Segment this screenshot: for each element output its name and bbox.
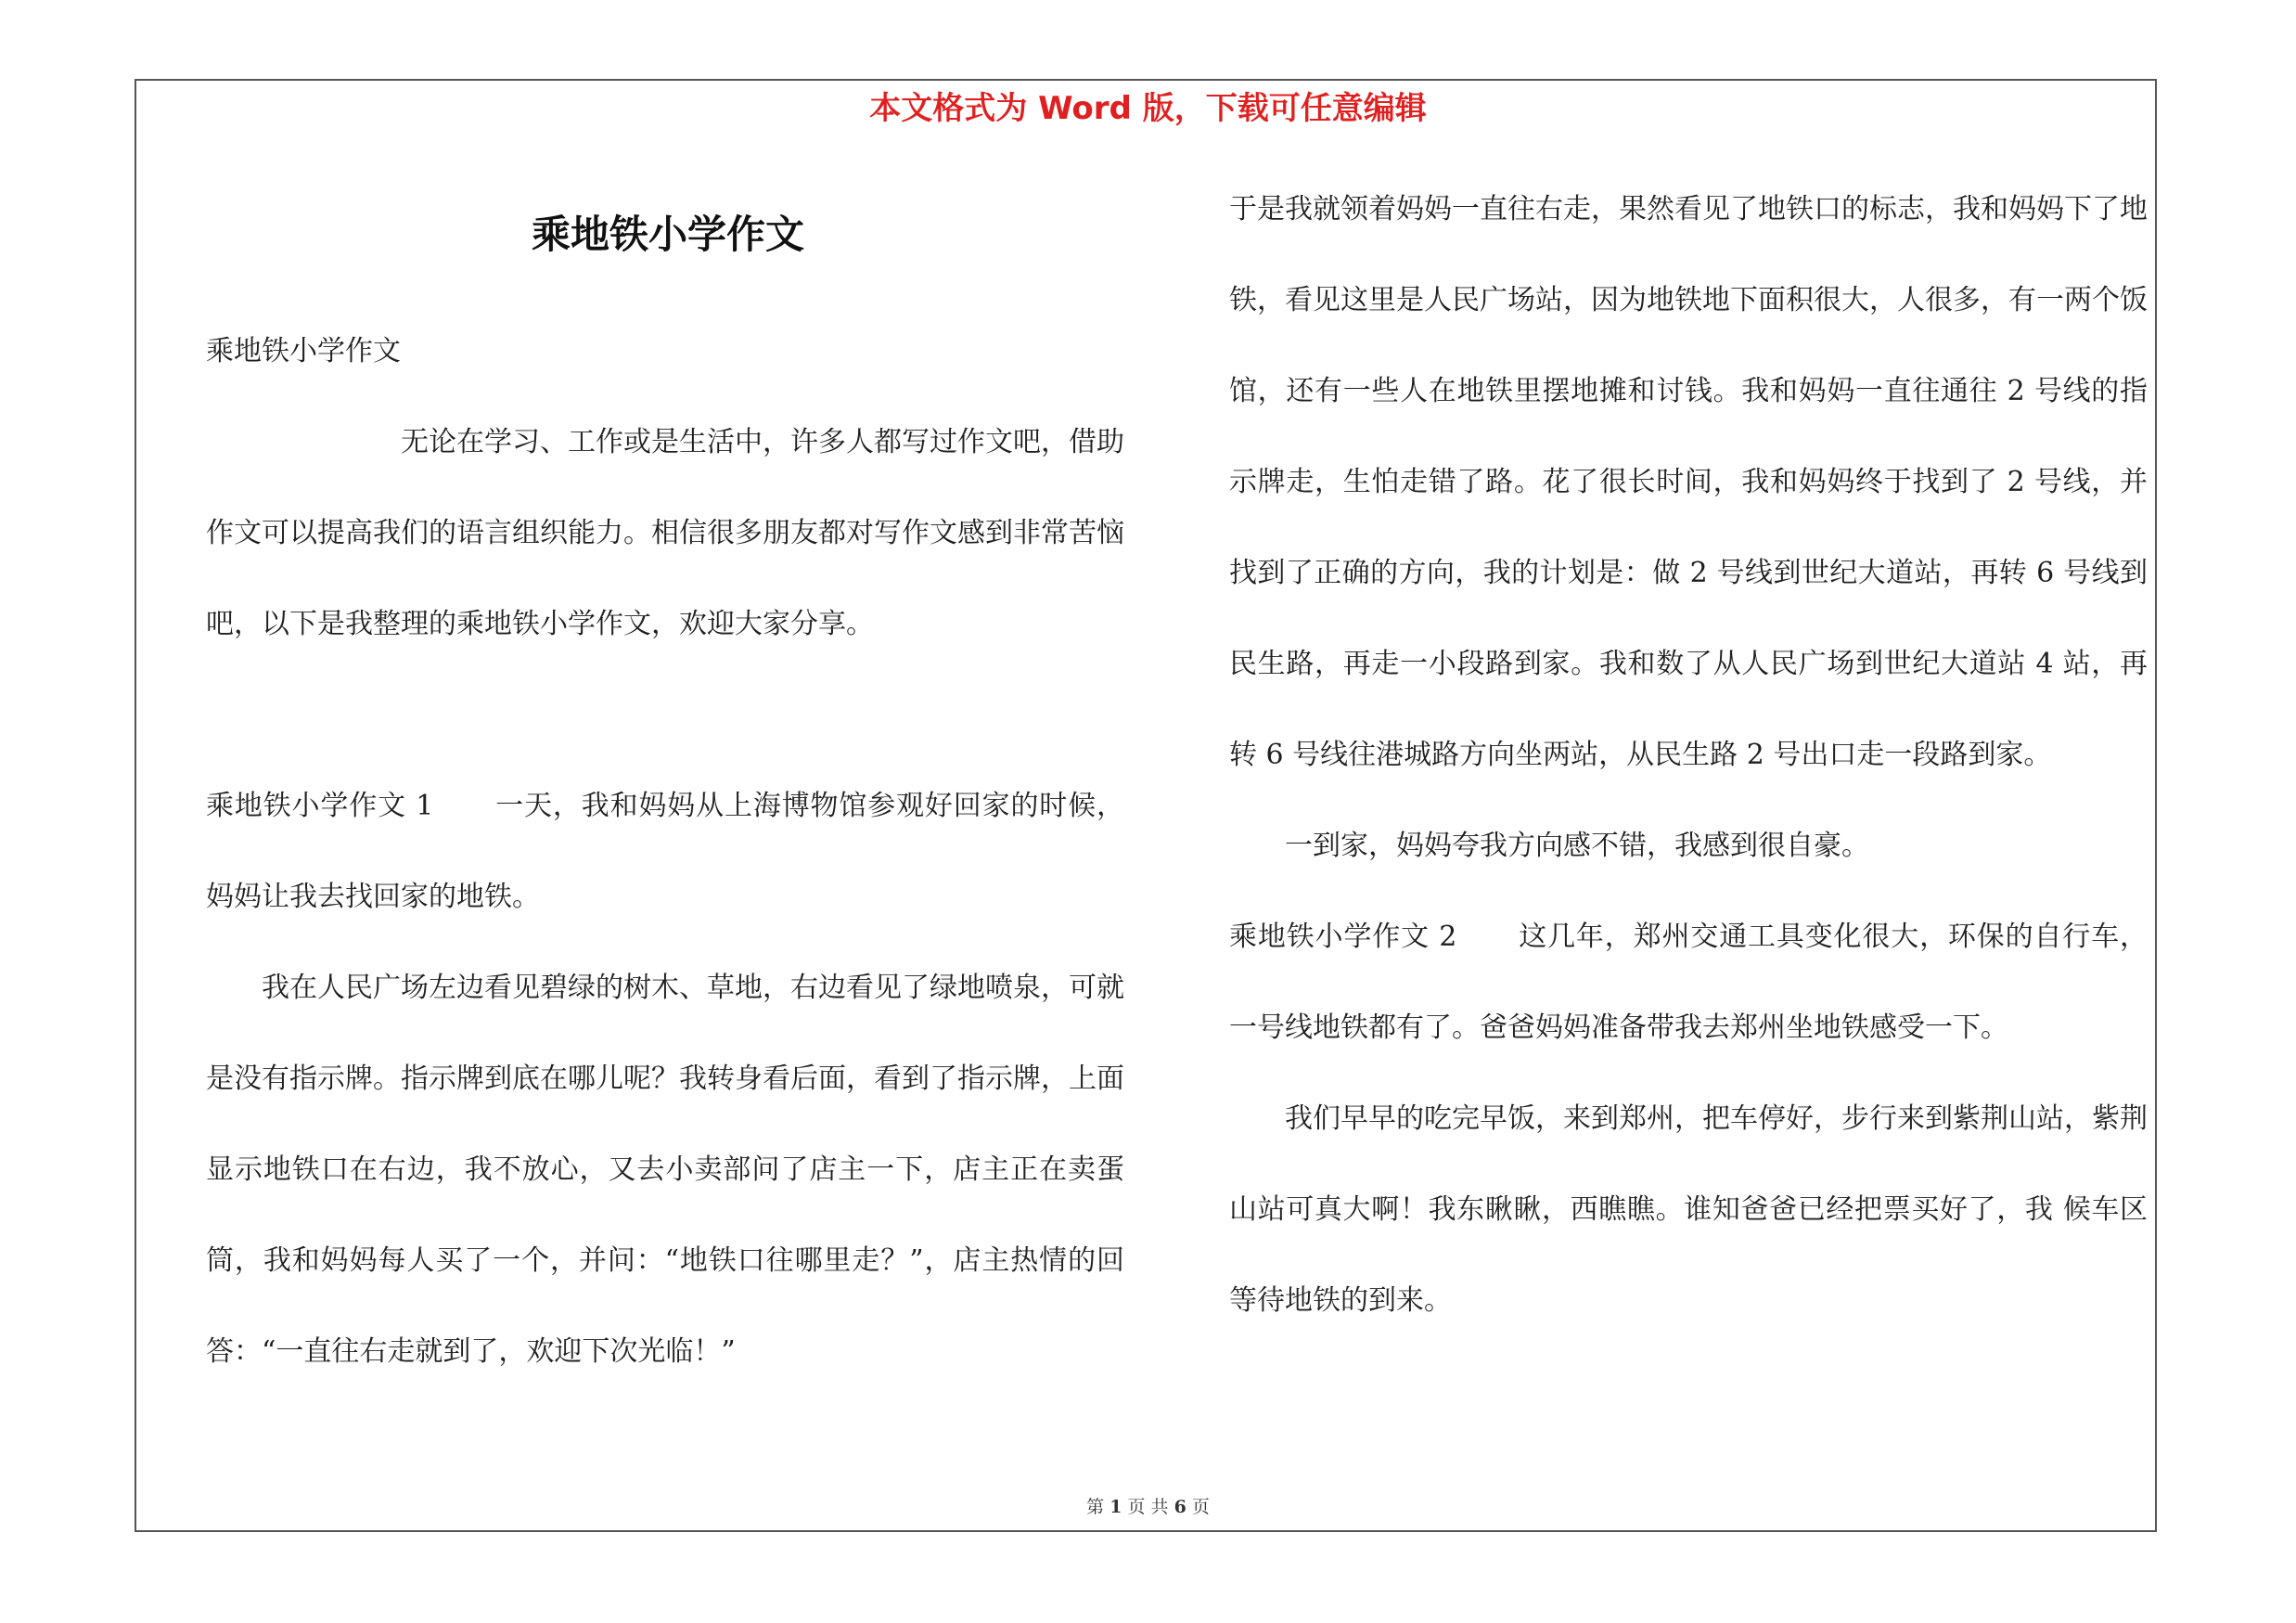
essay1-paragraph-4: 一到家，妈妈夸我方向感不错，我感到很自豪。 <box>1285 830 1869 862</box>
essay1-heading: 乘地铁小学作文 1 <box>206 790 434 822</box>
essay1-text-1: 一天，我和妈妈从上海博物馆参观好回家的时候，妈妈让我去找回家的地铁。 <box>206 790 1124 913</box>
essay2-heading: 乘地铁小学作文 2 <box>1229 921 1457 953</box>
footer-middle: 页 共 <box>1127 1497 1169 1517</box>
essay1-paragraph-3: 于是我就领着妈妈一直往右走，果然看见了地铁口的标志，我和妈妈下了地铁，看见这里是人民广场站，因为地铁地下面积很大，人很多，有一两个饭馆，还有一些人在地铁里摆地摊和讨钱。我和妈妈一直往通往 2 号线的指示牌走，生怕走错了路。花了很长时间，我和妈妈终于找到了 2 号线，并找到了正确的方向，我的计划是：做 2 号线到世纪大道站，再转 6 号线到民生路，再走一小段路到家。我和数了从人民广场到世纪大道站 4 站，再转 6 号线往港城路方向坐两站，从民生路 2 号出口走一段路到家。 <box>1229 193 2148 771</box>
essay2-text-1: 这几年，郑州交通工具变化很大，环保的自行车，一号线地铁都有了。爸爸妈妈准备带我去郑州坐地铁感受一下。 <box>1229 921 2148 1044</box>
right-column <box>1229 164 2148 1346</box>
essay2-paragraph-1 <box>1229 892 2148 1074</box>
footer-page-number: 1 <box>1110 1497 1122 1517</box>
document-title: 乘地铁小学作文 <box>531 212 804 257</box>
footer-suffix: 页 <box>1191 1497 1210 1517</box>
format-banner: 本文格式为 Word 版，下载可任意编辑 <box>869 90 1427 127</box>
essay2-paragraph-2: 我们早早的吃完早饭，来到郑州，把车停好，步行来到紫荆山站，紫荆山站可真大啊！我东瞅瞅，西瞧瞧。谁知爸爸已经把票买好了，我 候车区等待地铁的到来。 <box>1229 1102 2148 1317</box>
page-footer <box>0 1496 2296 1518</box>
subtitle: 乘地铁小学作文 <box>206 335 401 367</box>
spacer <box>206 670 1124 761</box>
left-column <box>206 306 1124 1398</box>
footer-prefix: 第 <box>1086 1497 1105 1517</box>
footer-total-pages: 6 <box>1174 1497 1186 1517</box>
essay1-paragraph-1 <box>206 761 1124 943</box>
essay1-paragraph-2: 我在人民广场左边看见碧绿的树木、草地，右边看见了绿地喷泉，可就是没有指示牌。指示牌到底在哪儿呢？我转身看后面，看到了指示牌，上面显示地铁口在右边，我不放心，又去小卖部问了店主一下，店主正在卖蛋筒，我和妈妈每人买了一个，并问：“地铁口往哪里走？”，店主热情的回答：“一直往右走就到了，欢迎下次光临！” <box>206 972 1124 1368</box>
intro-paragraph: 无论在学习、工作或是生活中，许多人都写过作文吧，借助作文可以提高我们的语言组织能力。相信很多朋友都对写作文感到非常苦恼吧，以下是我整理的乘地铁小学作文，欢迎大家分享。 <box>206 426 1124 640</box>
